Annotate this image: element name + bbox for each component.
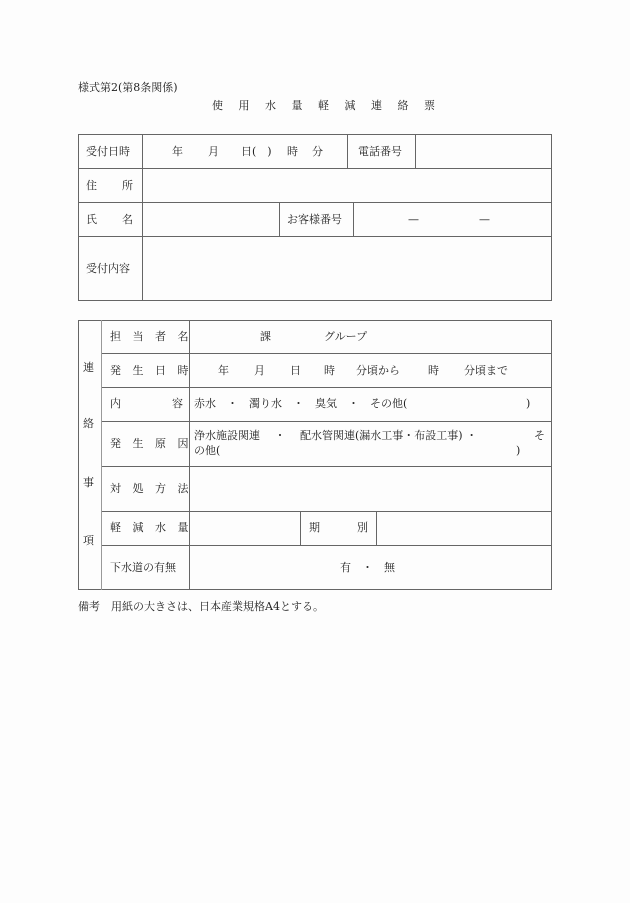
staff-field[interactable] xyxy=(190,321,551,353)
occurrence-label: 発 生 日 時 xyxy=(110,364,193,377)
address-field[interactable] xyxy=(143,169,551,202)
detail-label-1: 内 xyxy=(110,397,121,410)
occ-month: 月 xyxy=(254,364,265,377)
cause-so: そ xyxy=(534,429,545,442)
form-reference: 様式第2(第8条関係) xyxy=(78,81,178,94)
cause-field[interactable] xyxy=(190,422,551,466)
address-label-1: 住 xyxy=(86,179,97,192)
reduction-label: 軽 減 水 量 xyxy=(110,521,193,534)
cause-other: の他( xyxy=(194,444,221,457)
reception-date-label: 受付日時 xyxy=(86,145,130,158)
name-label-1: 氏 xyxy=(86,213,97,226)
occ-day: 日 xyxy=(290,364,301,377)
occ-hour-1: 時 xyxy=(324,364,335,377)
year-text: 年 xyxy=(172,145,183,158)
reception-date-field[interactable] xyxy=(143,135,347,168)
page-title: 使 用 水 量 軽 減 連 絡 票 xyxy=(212,99,441,112)
address-label-2: 所 xyxy=(122,179,133,192)
note: 備考 用紙の大きさは、日本産業規格A4とする。 xyxy=(78,600,324,613)
name-field[interactable] xyxy=(143,203,279,236)
dept-text: 課 xyxy=(260,330,271,343)
dash-1: — xyxy=(408,213,419,226)
group-text: グループ xyxy=(324,330,368,343)
detail-close: ) xyxy=(526,397,531,410)
month-text: 月 xyxy=(208,145,219,158)
measure-field[interactable] xyxy=(190,467,551,511)
cause-options: 浄水施設関連 ・ 配水管関連(漏水工事・布設工事) ・ xyxy=(194,429,478,442)
detail-label-2: 容 xyxy=(172,397,183,410)
sewer-field[interactable] xyxy=(190,546,551,589)
minute-text: 分 xyxy=(312,145,323,158)
cause-close: ) xyxy=(516,444,521,457)
content-label: 受付内容 xyxy=(86,262,130,275)
side-label-2: 絡 xyxy=(83,417,94,430)
cause-label: 発 生 原 因 xyxy=(110,437,193,450)
name-label-2: 名 xyxy=(122,213,133,226)
customer-number-label: お客様番号 xyxy=(287,213,342,226)
sewer-options: 有 ・ 無 xyxy=(340,561,395,574)
side-label-1: 連 xyxy=(83,361,94,374)
side-label-4: 項 xyxy=(83,534,94,547)
occ-year: 年 xyxy=(218,364,229,377)
period-label-2: 別 xyxy=(357,521,368,534)
side-label-3: 事 xyxy=(83,476,94,489)
staff-label: 担 当 者 名 xyxy=(110,330,193,343)
period-label-1: 期 xyxy=(309,521,320,534)
sewer-label: 下水道の有無 xyxy=(110,561,176,574)
hour-text: 時 xyxy=(287,145,298,158)
phone-field[interactable] xyxy=(416,135,551,168)
occ-to: 分頃まで xyxy=(464,364,508,377)
detail-options: 赤水 ・ 濁り水 ・ 臭気 ・ その他( xyxy=(194,397,408,410)
content-field[interactable] xyxy=(143,237,551,300)
phone-label: 電話番号 xyxy=(358,145,402,158)
occ-from: 分頃から xyxy=(356,364,400,377)
day-text: 日( ) xyxy=(241,145,272,158)
reduction-field[interactable] xyxy=(190,512,300,545)
measure-label: 対 処 方 法 xyxy=(110,482,193,495)
detail-field[interactable] xyxy=(190,388,551,421)
dash-2: — xyxy=(479,213,490,226)
occ-hour-2: 時 xyxy=(428,364,439,377)
occurrence-field[interactable] xyxy=(190,354,551,387)
customer-number-field[interactable] xyxy=(354,203,551,236)
period-field[interactable] xyxy=(377,512,551,545)
